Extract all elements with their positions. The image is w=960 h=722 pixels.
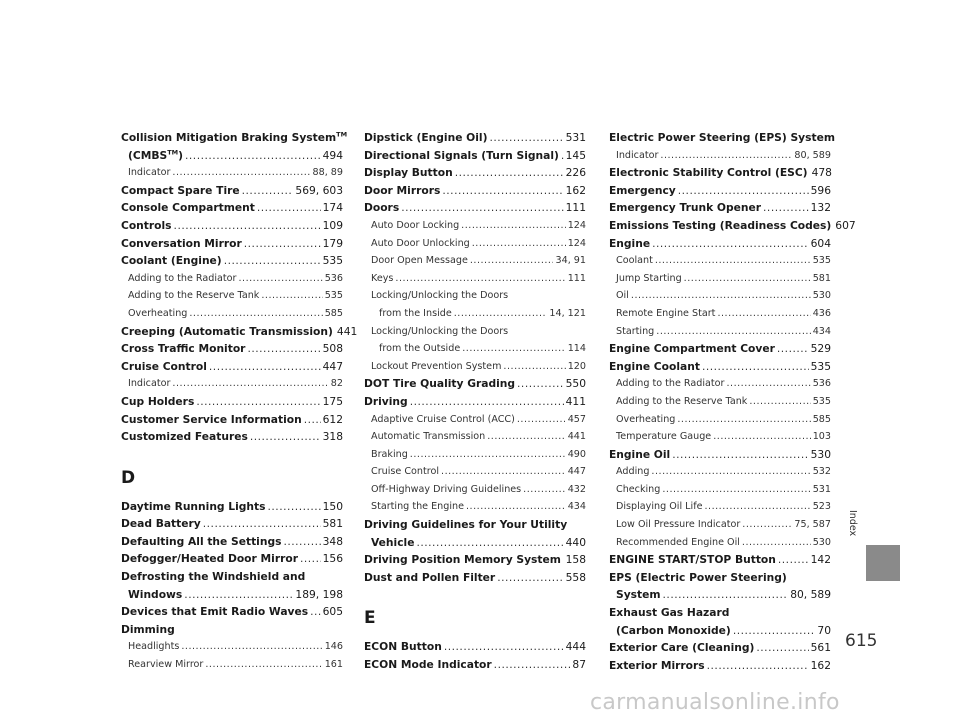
page-reference[interactable]: 111: [565, 201, 586, 215]
index-entry[interactable]: Daytime Running Lights ..... 150: [121, 498, 343, 516]
index-entry[interactable]: Driving Guidelines for Your Utility: [364, 518, 568, 532]
index-entry[interactable]: Creeping (Automatic Transmission) 441: [121, 323, 343, 341]
page-reference[interactable]: 447: [567, 466, 586, 478]
page-reference[interactable]: 612: [322, 412, 343, 426]
index-entry[interactable]: Dust and Pollen Filter ..... 558: [364, 569, 586, 587]
index-entry[interactable]: Conversation Mirror ..... 179: [121, 235, 343, 253]
page-reference[interactable]: 585: [324, 307, 343, 319]
page-reference[interactable]: 535: [810, 359, 831, 373]
page-reference[interactable]: 14, 121: [549, 307, 586, 319]
page-reference[interactable]: 596: [810, 183, 831, 197]
page-reference[interactable]: 124: [567, 219, 586, 231]
index-entry[interactable]: Emergency ..... 596: [609, 182, 831, 200]
index-subentry[interactable]: Adaptive Cruise Control (ACC) ..... 457: [364, 411, 586, 429]
page-reference[interactable]: 441: [567, 431, 586, 443]
page-reference[interactable]: 605: [322, 605, 343, 619]
index-subentry[interactable]: Auto Door Locking ..... 124: [364, 217, 586, 235]
page-reference[interactable]: 34, 91: [555, 255, 586, 267]
page-reference[interactable]: 434: [567, 501, 586, 513]
index-subentry[interactable]: Adding ..... 532: [609, 463, 831, 481]
index-subentry[interactable]: Locking/Unlocking the Doors: [371, 325, 509, 337]
index-subentry[interactable]: Overheating ..... 585: [609, 411, 831, 429]
page-reference[interactable]: 457: [567, 413, 586, 425]
index-subentry[interactable]: Auto Door Unlocking ..... 124: [364, 235, 586, 253]
page-reference[interactable]: 162: [810, 658, 831, 672]
index-entry[interactable]: Compact Spare Tire ..... 569, 603: [121, 182, 343, 200]
page-reference[interactable]: 530: [810, 447, 831, 461]
page-reference[interactable]: 478: [811, 166, 832, 180]
index-tab-label: Index: [847, 510, 858, 537]
index-entry[interactable]: Devices that Emit Radio Waves ..... 605: [121, 603, 343, 621]
index-subentry[interactable]: Checking ..... 531: [609, 481, 831, 499]
page-reference[interactable]: 111: [567, 272, 586, 284]
index-column-2: [364, 129, 586, 674]
page-reference[interactable]: 318: [322, 430, 343, 444]
index-subentry[interactable]: Low Oil Pressure Indicator ..... 75, 587: [609, 516, 831, 534]
index-entry[interactable]: Collision Mitigation Braking System™: [121, 130, 348, 144]
page-reference[interactable]: 441: [336, 324, 358, 338]
page-reference[interactable]: 585: [812, 413, 831, 425]
index-entry[interactable]: Engine ..... 604: [609, 235, 831, 253]
page-reference[interactable]: 103: [812, 431, 831, 443]
index-entry[interactable]: Cross Traffic Monitor ..... 508: [121, 340, 343, 358]
index-entry[interactable]: Door Mirrors ..... 162: [364, 182, 586, 200]
index-entry[interactable]: Dead Battery ..... 581: [121, 515, 343, 533]
index-subentry[interactable]: Indicator ..... 88, 89: [121, 164, 343, 182]
index-entry[interactable]: (CMBS™) ..... 494: [121, 147, 343, 165]
page-reference[interactable]: 444: [565, 640, 586, 654]
page-reference[interactable]: 226: [565, 166, 586, 180]
index-entry[interactable]: Engine Oil ..... 530: [609, 446, 831, 464]
page-reference[interactable]: 529: [810, 342, 831, 356]
page-reference[interactable]: 75, 587: [794, 519, 831, 531]
index-entry[interactable]: ECON Button ..... 444: [364, 638, 586, 656]
index-subentry[interactable]: Keys ..... 111: [364, 270, 586, 288]
index-subentry[interactable]: Braking ..... 490: [364, 446, 586, 464]
index-subentry[interactable]: Adding to the Radiator ..... 536: [121, 270, 343, 288]
page-reference[interactable]: 607: [835, 218, 856, 232]
index-entry[interactable]: Electronic Stability Control (ESC) 478: [609, 164, 831, 182]
page-reference[interactable]: 150: [322, 499, 343, 513]
page-reference[interactable]: 531: [812, 483, 831, 495]
index-entry-continued[interactable]: System ..... 80, 589: [609, 586, 831, 604]
index-subentry[interactable]: Starting ..... 434: [609, 323, 831, 341]
index-entry[interactable]: ECON Mode Indicator ..... 87: [364, 656, 586, 674]
index-subentry[interactable]: Remote Engine Start ..... 436: [609, 305, 831, 323]
index-entry[interactable]: Controls ..... 109: [121, 217, 343, 235]
page-reference[interactable]: 174: [322, 201, 343, 215]
index-entry[interactable]: Engine Coolant ..... 535: [609, 358, 831, 376]
page-reference[interactable]: 87: [572, 658, 586, 672]
page-reference[interactable]: 494: [322, 148, 343, 162]
page-reference[interactable]: 411: [565, 394, 586, 408]
index-entry[interactable]: Emergency Trunk Opener ..... 132: [609, 199, 831, 217]
page-reference[interactable]: 162: [565, 183, 586, 197]
index-entry[interactable]: Cruise Control ..... 447: [121, 358, 343, 376]
index-subentry[interactable]: Indicator ..... 82: [121, 375, 343, 393]
index-subentry[interactable]: Door Open Message ..... 34, 91: [364, 252, 586, 270]
index-entry-continued[interactable]: Vehicle ..... 440: [364, 534, 586, 552]
index-entry[interactable]: Exterior Mirrors ..... 162: [609, 657, 831, 675]
index-entry-continued[interactable]: (Carbon Monoxide) ..... 70: [609, 622, 831, 640]
page-reference[interactable]: 109: [322, 218, 343, 232]
index-entry[interactable]: Coolant (Engine) ..... 535: [121, 252, 343, 270]
index-subentry[interactable]: Indicator ..... 80, 589: [609, 147, 831, 165]
index-entry[interactable]: Emissions Testing (Readiness Codes) 607: [609, 217, 831, 235]
page-reference[interactable]: 536: [812, 378, 831, 390]
index-entry[interactable]: Exterior Care (Cleaning) ..... 561: [609, 639, 831, 657]
index-subentry-continued[interactable]: from the Inside ..... 14, 121: [364, 305, 586, 323]
index-subentry[interactable]: Cruise Control ..... 447: [364, 463, 586, 481]
page-reference[interactable]: 158: [565, 553, 586, 567]
page-reference[interactable]: 561: [810, 641, 831, 655]
index-subentry[interactable]: Overheating ..... 585: [121, 305, 343, 323]
index-entry[interactable]: Exhaust Gas Hazard: [609, 606, 730, 620]
index-entry[interactable]: Customized Features ..... 318: [121, 428, 343, 446]
page-reference[interactable]: 550: [565, 377, 586, 391]
page-reference[interactable]: 535: [812, 395, 831, 407]
section-letter-e: E: [364, 608, 376, 629]
page-reference[interactable]: 535: [322, 254, 343, 268]
page-reference[interactable]: 161: [324, 659, 343, 671]
index-entry[interactable]: Dipstick (Engine Oil) ..... 531: [364, 129, 586, 147]
page-reference[interactable]: 348: [322, 534, 343, 548]
index-subentry[interactable]: Automatic Transmission ..... 441: [364, 428, 586, 446]
index-subentry[interactable]: Displaying Oil Life ..... 523: [609, 498, 831, 516]
page-reference[interactable]: 179: [322, 236, 343, 250]
index-entry[interactable]: Console Compartment ..... 174: [121, 199, 343, 217]
index-subentry[interactable]: Coolant ..... 535: [609, 252, 831, 270]
index-entry[interactable]: Cup Holders ..... 175: [121, 393, 343, 411]
page-reference[interactable]: 145: [565, 148, 586, 162]
page-reference[interactable]: 490: [567, 448, 586, 460]
page-reference[interactable]: 532: [812, 466, 831, 478]
index-subentry[interactable]: Jump Starting ..... 581: [609, 270, 831, 288]
page-reference[interactable]: 535: [812, 255, 831, 267]
page-reference[interactable]: 80, 589: [794, 149, 831, 161]
index-entry[interactable]: Customer Service Information ..... 612: [121, 411, 343, 429]
page-reference[interactable]: 581: [322, 517, 343, 531]
page-reference[interactable]: 124: [567, 237, 586, 249]
index-subentry[interactable]: Headlights ..... 146: [121, 638, 343, 656]
index-tab[interactable]: [866, 545, 900, 581]
index-entry[interactable]: Display Button ..... 226: [364, 164, 586, 182]
page-reference[interactable]: 156: [322, 552, 343, 566]
index-subentry[interactable]: Off-Highway Driving Guidelines ..... 432: [364, 481, 586, 499]
page-reference[interactable]: 508: [322, 342, 343, 356]
index-entry[interactable]: Driving Position Memory System ..... 158: [364, 551, 586, 569]
page-reference[interactable]: 530: [812, 536, 831, 548]
index-subentry[interactable]: Adding to the Radiator ..... 536: [609, 375, 831, 393]
page-reference[interactable]: 447: [322, 359, 343, 373]
index-subentry[interactable]: Locking/Unlocking the Doors: [371, 290, 509, 302]
page-reference[interactable]: 440: [565, 535, 586, 549]
index-subentry[interactable]: Temperature Gauge ..... 103: [609, 428, 831, 446]
page-reference[interactable]: 132: [810, 201, 831, 215]
page-reference[interactable]: 120: [567, 360, 586, 372]
index-entry[interactable]: Defogger/Heated Door Mirror ..... 156: [121, 550, 343, 568]
index-subentry[interactable]: Rearview Mirror ..... 161: [121, 656, 343, 674]
page-reference[interactable]: 88, 89: [312, 167, 343, 179]
index-entry[interactable]: Defrosting the Windshield and: [121, 570, 306, 584]
section-letter-d: D: [121, 467, 136, 488]
page-reference[interactable]: 531: [565, 131, 586, 144]
page-reference[interactable]: 175: [322, 394, 343, 408]
index-subentry[interactable]: Adding to the Reserve Tank ..... 535: [609, 393, 831, 411]
page-reference[interactable]: 82: [330, 378, 343, 390]
page-reference[interactable]: 536: [324, 272, 343, 284]
index-subentry[interactable]: Oil ..... 530: [609, 287, 831, 305]
index-entry[interactable]: Doors ..... 111: [364, 199, 586, 217]
index-entry[interactable]: Driving ..... 411: [364, 393, 586, 411]
index-entry-continued[interactable]: Windows ..... 189, 198: [121, 586, 343, 604]
page-reference[interactable]: 581: [812, 272, 831, 284]
index-subentry-continued[interactable]: from the Outside ..... 114: [364, 340, 586, 358]
page-reference[interactable]: 530: [812, 290, 831, 302]
page-reference[interactable]: 558: [565, 570, 586, 584]
index-entry[interactable]: Defaulting All the Settings ..... 348: [121, 533, 343, 551]
page-reference[interactable]: 432: [567, 483, 586, 495]
page-reference[interactable]: 80, 589: [790, 588, 831, 602]
page-reference[interactable]: 535: [324, 290, 343, 302]
page-reference[interactable]: 70: [817, 623, 831, 637]
index-entry[interactable]: Directional Signals (Turn Signal) ..... 145: [364, 147, 586, 165]
index-entry[interactable]: Electric Power Steering (EPS) System: [609, 131, 835, 144]
index-subentry[interactable]: Adding to the Reserve Tank ..... 535: [121, 287, 343, 305]
page-reference[interactable]: 434: [812, 325, 831, 337]
page-reference[interactable]: 604: [810, 236, 831, 250]
index-entry[interactable]: DOT Tire Quality Grading ..... 550: [364, 375, 586, 393]
page-reference[interactable]: 142: [810, 553, 831, 567]
page-reference[interactable]: 189, 198: [295, 587, 343, 601]
page-reference[interactable]: 436: [812, 307, 831, 319]
page-reference[interactable]: 114: [567, 343, 586, 355]
index-entry[interactable]: ENGINE START/STOP Button ..... 142: [609, 551, 831, 569]
index-subentry[interactable]: Starting the Engine ..... 434: [364, 498, 586, 516]
watermark: carmanualsonline.info: [590, 690, 840, 715]
page-reference[interactable]: 523: [812, 501, 831, 513]
page-reference[interactable]: 569, 603: [295, 183, 343, 197]
page-reference[interactable]: 146: [324, 641, 343, 653]
index-entry[interactable]: EPS (Electric Power Steering): [609, 570, 787, 584]
page-number: 615: [845, 631, 878, 651]
index-subentry[interactable]: Lockout Prevention System ..... 120: [364, 358, 586, 376]
index-entry[interactable]: Engine Compartment Cover ..... 529: [609, 340, 831, 358]
index-column-1: [121, 129, 358, 674]
index-entry[interactable]: Dimming: [121, 622, 175, 636]
index-subentry[interactable]: Recommended Engine Oil ..... 530: [609, 534, 831, 552]
